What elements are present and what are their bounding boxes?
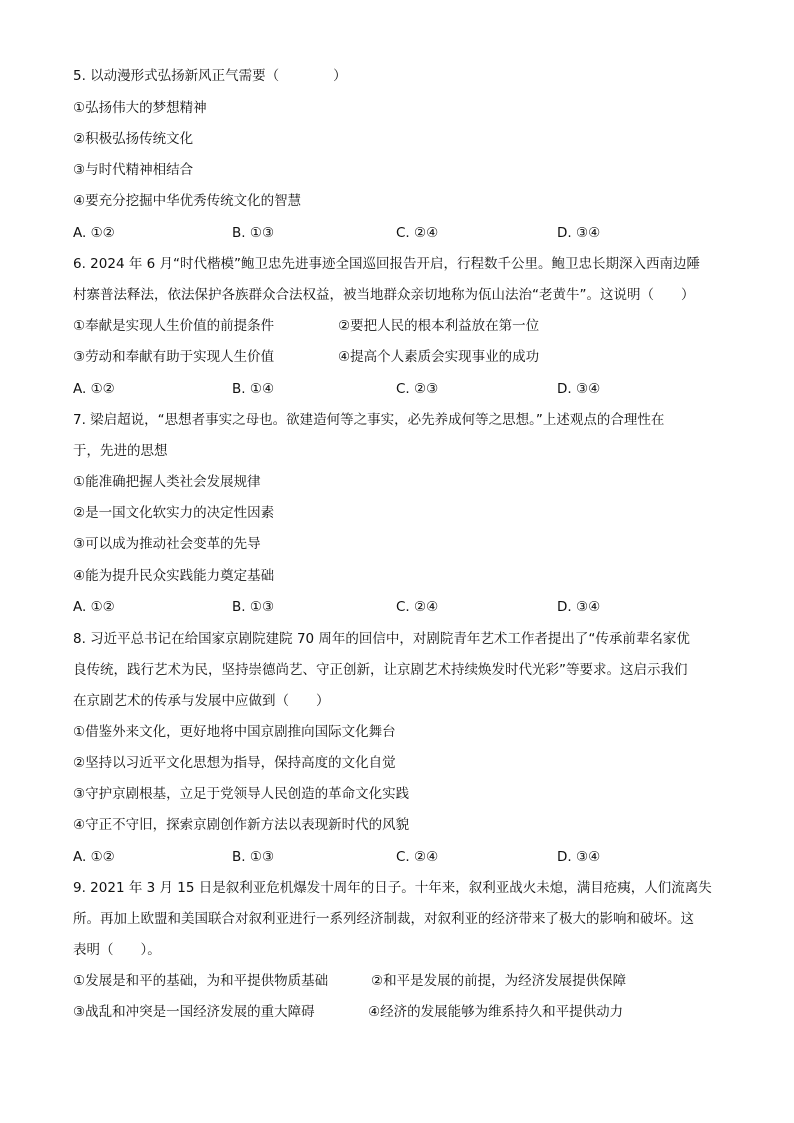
q7-choice-d: D. ③④ xyxy=(557,599,601,615)
q7-stem-line-1: 7. 梁启超说，“思想者事实之母也。欲建造何等之事实，必先养成何等之思想。”上述观点的合理性在 xyxy=(73,412,665,428)
q6-item-2: ②要把人民的根本利益放在第一位 xyxy=(338,318,540,334)
q7-item-4: ④能为提升民众实践能力奠定基础 xyxy=(73,568,275,584)
q6-choice-c: C. ②③ xyxy=(396,381,439,397)
q9-stem-line-2: 所。再加上欧盟和美国联合对叙利亚进行一系列经济制裁，对叙利亚的经济带来了极大的影响和破坏。这 xyxy=(73,911,694,927)
q8-stem-line-3: 在京剧艺术的传承与发展中应做到（ ） xyxy=(73,693,330,709)
q8-item-1: ①借鉴外来文化，更好地将中国京剧推向国际文化舞台 xyxy=(73,724,396,740)
q7-stem-line-2: 于，先进的思想 xyxy=(73,443,168,459)
q9-stem-line-1: 9. 2021 年 3 月 15 日是叙利亚危机爆发十周年的日子。十年来，叙利亚战火未熄，满目疮痍，人们流离失 xyxy=(73,880,712,896)
q5-choice-d: D. ③④ xyxy=(557,225,601,241)
q7-choice-c: C. ②④ xyxy=(396,599,439,615)
q5-item-2: ②积极弘扬传统文化 xyxy=(73,131,194,147)
q8-stem-line-1: 8. 习近平总书记在给国家京剧院建院 70 周年的回信中，对剧院青年艺术工作者提出了“传承前辈名家优 xyxy=(73,631,690,647)
q5-choice-c: C. ②④ xyxy=(396,225,439,241)
q6-choice-d: D. ③④ xyxy=(557,381,601,397)
q8-choice-d: D. ③④ xyxy=(557,849,601,865)
q7-item-1: ①能准确把握人类社会发展规律 xyxy=(73,474,261,490)
q7-choice-a: A. ①② xyxy=(73,599,115,615)
q9-item-1: ①发展是和平的基础，为和平提供物质基础 xyxy=(73,973,329,989)
q9-item-4: ④经济的发展能够为维系持久和平提供动力 xyxy=(368,1004,624,1020)
q6-item-1: ①奉献是实现人生价值的前提条件 xyxy=(73,318,275,334)
q6-choice-b: B. ①④ xyxy=(232,381,275,397)
q5-item-4: ④要充分挖掘中华优秀传统文化的智慧 xyxy=(73,193,302,209)
q7-choice-b: B. ①③ xyxy=(232,599,275,615)
q8-stem-line-2: 良传统，践行艺术为民，坚持崇德尚艺、守正创新，让京剧艺术持续焕发时代光彩”等要求。这启示我们 xyxy=(73,662,688,678)
q8-choice-b: B. ①③ xyxy=(232,849,275,865)
q6-stem-line-2: 村寨普法释法，依法保护各族群众合法权益，被当地群众亲切地称为佤山法治“老黄牛”。这说明（ ） xyxy=(73,287,695,303)
q5-item-1: ①弘扬伟大的梦想精神 xyxy=(73,100,207,116)
q5-item-3: ③与时代精神相结合 xyxy=(73,162,194,178)
q7-item-2: ②是一国文化软实力的决定性因素 xyxy=(73,505,275,521)
q9-stem-line-3: 表明（ ）。 xyxy=(73,942,161,958)
q8-choice-a: A. ①② xyxy=(73,849,115,865)
q5-choice-b: B. ①③ xyxy=(232,225,275,241)
q6-item-4: ④提高个人素质会实现事业的成功 xyxy=(338,349,540,365)
q8-item-3: ③守护京剧根基，立足于党领导人民创造的革命文化实践 xyxy=(73,786,410,802)
q9-item-2: ②和平是发展的前提，为经济发展提供保障 xyxy=(371,973,627,989)
q8-choice-c: C. ②④ xyxy=(396,849,439,865)
q5-choice-a: A. ①② xyxy=(73,225,115,241)
q8-item-2: ②坚持以习近平文化思想为指导，保持高度的文化自觉 xyxy=(73,755,396,771)
q5-stem: 5. 以动漫形式弘扬新风正气需要（ ） xyxy=(73,68,347,84)
q6-stem-line-1: 6. 2024 年 6 月“时代楷模”鲍卫忠先进事迹全国巡回报告开启，行程数千公里。鲍卫忠长期深入西南边陲 xyxy=(73,256,700,272)
q8-item-4: ④守正不守旧，探索京剧创作新方法以表现新时代的风貌 xyxy=(73,817,410,833)
q6-item-3: ③劳动和奉献有助于实现人生价值 xyxy=(73,349,275,365)
q6-choice-a: A. ①② xyxy=(73,381,115,397)
q7-item-3: ③可以成为推动社会变革的先导 xyxy=(73,536,261,552)
q9-item-3: ③战乱和冲突是一国经济发展的重大障碍 xyxy=(73,1004,315,1020)
